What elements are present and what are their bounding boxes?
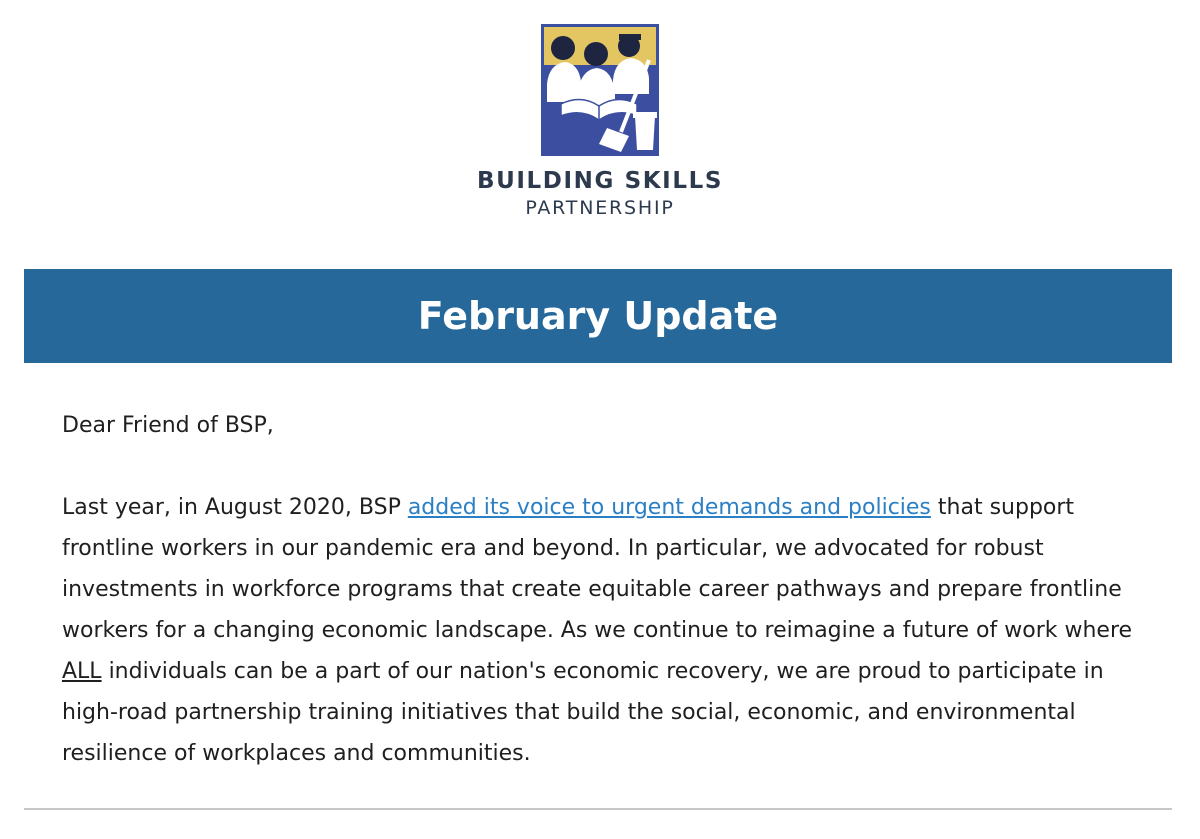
header <box>0 24 1200 220</box>
greeting: Dear Friend of BSP, <box>62 413 274 438</box>
newsletter-banner <box>24 269 1172 363</box>
paragraph-text-middle: that support frontline workers in our pandemic era and beyond. In particular, we advocated for robust investments in workforce programs that create equitable career pathways and prepare frontline workers for a changing economic landscape. As we continue to reimagine a future of work where <box>62 495 1133 643</box>
all-emphasis: ALL <box>62 659 102 684</box>
org-subtitle: PARTNERSHIP <box>525 197 675 219</box>
paragraph-text-start: Last year, in August 2020, BSP <box>62 495 408 520</box>
bsp-logo-icon <box>541 24 659 156</box>
org-name: BUILDING SKILLS <box>476 168 724 194</box>
intro-paragraph <box>62 487 1152 774</box>
newsletter-body <box>62 405 1152 774</box>
banner-title: February Update <box>417 294 779 338</box>
voice-policies-link[interactable]: added its voice to urgent demands and policies <box>407 495 931 520</box>
paragraph-text-end: individuals can be a part of our nation's economic recovery, we are proud to participate in high-road partnership training initiatives that build the social, economic, and environmental resilience of workplaces and communities. <box>62 659 1104 766</box>
section-divider <box>24 808 1172 810</box>
